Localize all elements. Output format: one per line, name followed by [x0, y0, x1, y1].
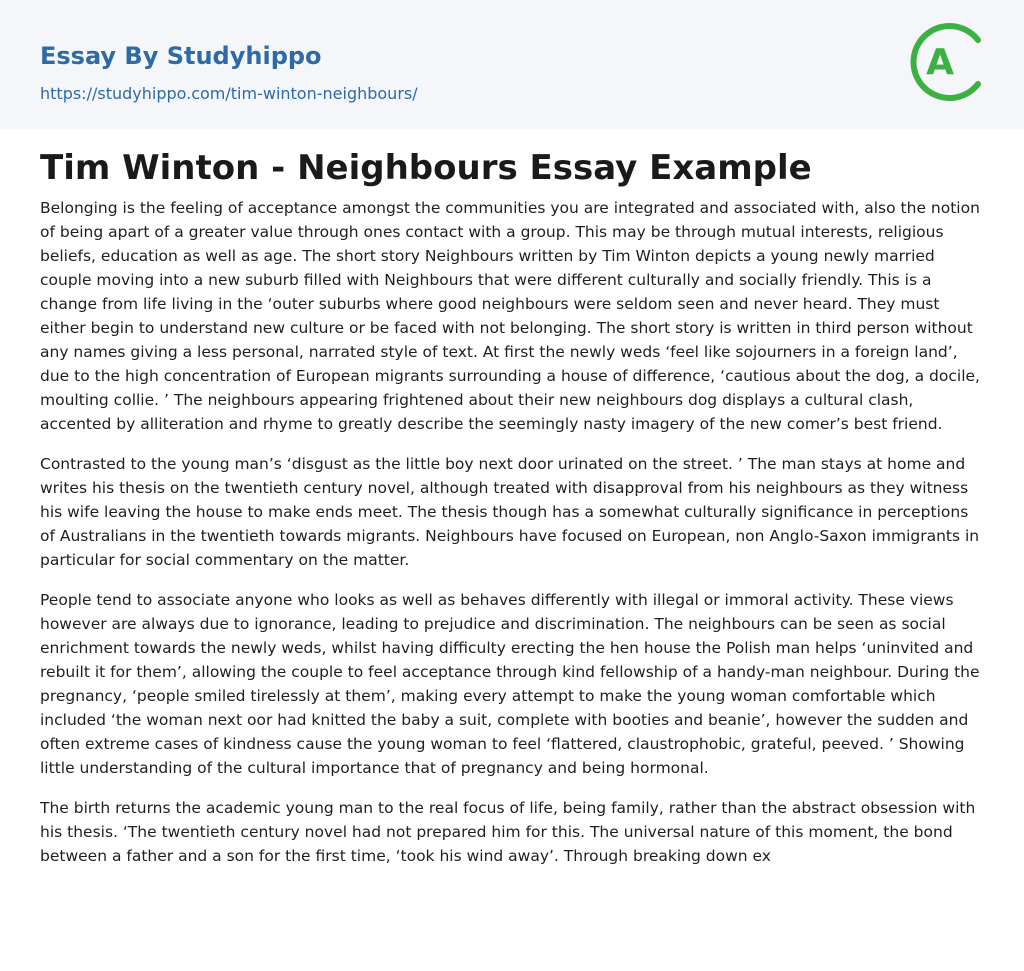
page-title: Tim Winton - Neighbours Essay Example [40, 148, 812, 188]
essay-paragraph: People tend to associate anyone who looks as well as behaves differently with illegal or immoral activity. These views however are always due to ignorance, leading to prejudice and discrimination. The neighbours can be seen as social enrichment towards the newly weds, whilst having difficulty erecting the hen house the Polish man helps ‘uninvited and rebuilt it for them’, allowing the couple to feel acceptance through kind fellowship of a handy-man neighbour. During the pregnancy, ‘people smiled tirelessly at them’, making every attempt to make the young woman comfortable which included ‘the woman next oor had knitted the baby a suit, complete with booties and beanie’, however the sudden and often extreme cases of kindness cause the young woman to feel ‘flattered, claustrophobic, grateful, peeved. ’ Showing little understanding of the cultural importance that of pregnancy and being hormonal. [40, 591, 980, 777]
logo-icon [910, 18, 988, 106]
site-title[interactable]: Essay By Studyhippo [40, 42, 322, 70]
site-header [0, 0, 1024, 129]
essay-paragraph: The birth returns the academic young man to the real focus of life, being family, rather than the abstract obsession with his thesis. ‘The twentieth century novel had not prepared him for this. The universal nature of this moment, the bond between a father and a son for the first time, ‘took his wind away’. Through breaking down ex [40, 799, 976, 865]
logo-letter: A [926, 42, 954, 83]
essay-paragraph: Belonging is the feeling of acceptance amongst the communities you are integrated and associated with, also the notion of being apart of a greater value through ones contact with a group. This may be through mutual interests, religious beliefs, education as well as age. The short story Neighbours written by Tim Winton depicts a young newly married couple moving into a new suburb filled with Neighbours that were different culturally and socially friendly. This is a change from life living in the ‘outer suburbs where good neighbours were seldom seen and never heard. They must either begin to understand new culture or be faced with not belonging. The short story is written in third person without any names giving a less personal, narrated style of text. At first the newly weds ‘feel like sojourners in a foreign land’, due to the high concentration of European migrants surrounding a house of difference, ‘cautious about the dog, a docile, moulting collie. ’ The neighbours appearing frightened about their new neighbours dog displays a cultural clash, accented by alliteration and rhyme to greatly describe the seemingly nasty imagery of the new comer’s best friend. [40, 199, 980, 433]
essay-paragraph: Contrasted to the young man’s ‘disgust as the little boy next door urinated on the street. ’ The man stays at home and writes his thesis on the twentieth century novel, although treated with disapproval from his neighbours as they witness his wife leaving the house to make ends meet. The thesis though has a somewhat culturally significance in perceptions of Australians in the twentieth towards migrants. Neighbours have focused on European, non Anglo-Saxon immigrants in particular for social commentary on the matter. [40, 455, 980, 569]
essay-content [40, 146, 984, 884]
page-url-link[interactable]: https://studyhippo.com/tim-winton-neighbours/ [40, 84, 418, 103]
studyhippo-logo[interactable] [910, 18, 988, 106]
